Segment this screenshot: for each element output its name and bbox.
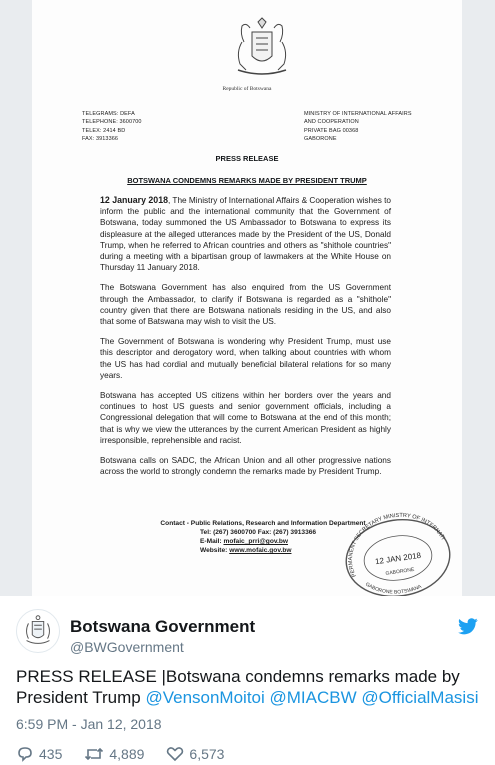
- paragraph-4: Botswana has accepted US citizens within her borders over the years and continues to host US guests and senior government officials, including a Congressional delegation that will come to Botswana at the end of this month; that is why we view the utterances by the current American President as highly irresponsible, reprehensible and racist.: [100, 391, 391, 445]
- tweet-text: PRESS RELEASE |Botswana condemns remarks made by President Trump @VensonMoitoi @MIACBW @OfficialMasisi: [16, 667, 479, 707]
- mention-link[interactable]: @MIACBW: [269, 688, 357, 707]
- retweet-count: 4,889: [109, 746, 145, 762]
- retweet-icon: [84, 746, 104, 762]
- paragraph-5: Botswana calls on SADC, the African Union and all other progressive nations across the world to strongly condemn the remarks made by President Trump.: [100, 456, 391, 477]
- reply-count: 435: [39, 746, 63, 762]
- reply-button[interactable]: [16, 746, 62, 762]
- paragraph-1: 12 January 2018, The Ministry of International Affairs & Cooperation wishes to inform the public and the international community that the Government of Botswana, today summoned the US Ambassador to Botswana to express its displeasure at the alleged utterances made by the President of the US, Donald Trump, when he referred to African countries and others as "shithole countries" during a meeting with a bipartisan group of lawmakers at the White House on Thursday 11 January 2018.: [100, 195, 392, 273]
- date-lead: 12 January 2018: [100, 195, 168, 205]
- stamp-city: GABORONE: [385, 566, 415, 577]
- reply-icon: [16, 746, 34, 762]
- ministry-address: MINISTRY OF INTERNATIONAL AFFAIRS AND COOPERATION PRIVATE BAG 00368 GABORONE: [304, 111, 412, 142]
- official-stamp: [340, 510, 456, 596]
- stamp-date: 12 JAN 2018: [374, 550, 422, 567]
- press-release-title: PRESS RELEASE: [215, 154, 279, 163]
- contact-block: Contact - Public Relations, Research and Information Department Tel: (267) 3600700 Fax: (267) 3913366 E-Mail: mofaic_prri@gov.bw Website: www.mofaic.gov.bw: [160, 520, 366, 554]
- stamp-bottom-text: GABORONE BOTSWANA: [364, 581, 423, 596]
- mention-link[interactable]: @VensonMoitoi: [145, 688, 265, 707]
- paragraph-3: The Government of Botswana is wondering why President Trump, must use this descriptor and derogatory word, when talking about countries with whom the US has had cordial and mutually beneficial bilateral relations for so many years.: [100, 337, 391, 380]
- press-release-body: [100, 195, 391, 486]
- twitter-bird-icon[interactable]: [458, 618, 478, 635]
- retweet-button[interactable]: [84, 746, 144, 762]
- contact-header-left: TELEGRAMS: DEFA TELEPHONE: 3600700 TELEX: 2414 BD FAX: 3913366: [82, 111, 142, 142]
- user-handle[interactable]: @BWGovernment: [70, 639, 184, 655]
- avatar[interactable]: [16, 609, 60, 653]
- like-button[interactable]: [166, 746, 224, 762]
- press-release-headline: BOTSWANA CONDEMNS REMARKS MADE BY PRESIDENT TRUMP: [127, 176, 367, 185]
- republic-caption: Republic of Botswana: [222, 86, 272, 92]
- paragraph-2: The Botswana Government has also enquired from the US Government through the Ambassador, to clarify if Botswana is regarded as a "shithole" country given that there are Botswana nationals residing in the US, and also that some of Batswana may wish to visit the US.: [100, 283, 391, 327]
- display-name[interactable]: Botswana Government: [70, 617, 256, 636]
- press-release-page: [32, 0, 462, 596]
- heart-icon: [166, 746, 184, 762]
- tweet-actions: [16, 743, 246, 765]
- tweet-timestamp[interactable]: 6:59 PM - Jan 12, 2018: [16, 716, 162, 732]
- stamp-top-text: PERMANENT SECRETARY MINISTRY OF INTERNATIONAL: [347, 512, 446, 578]
- mention-link[interactable]: @OfficialMasisi: [361, 688, 479, 707]
- like-count: 6,573: [189, 746, 225, 762]
- coat-of-arms-icon: [228, 16, 296, 82]
- coat-of-arms-icon: [17, 610, 59, 652]
